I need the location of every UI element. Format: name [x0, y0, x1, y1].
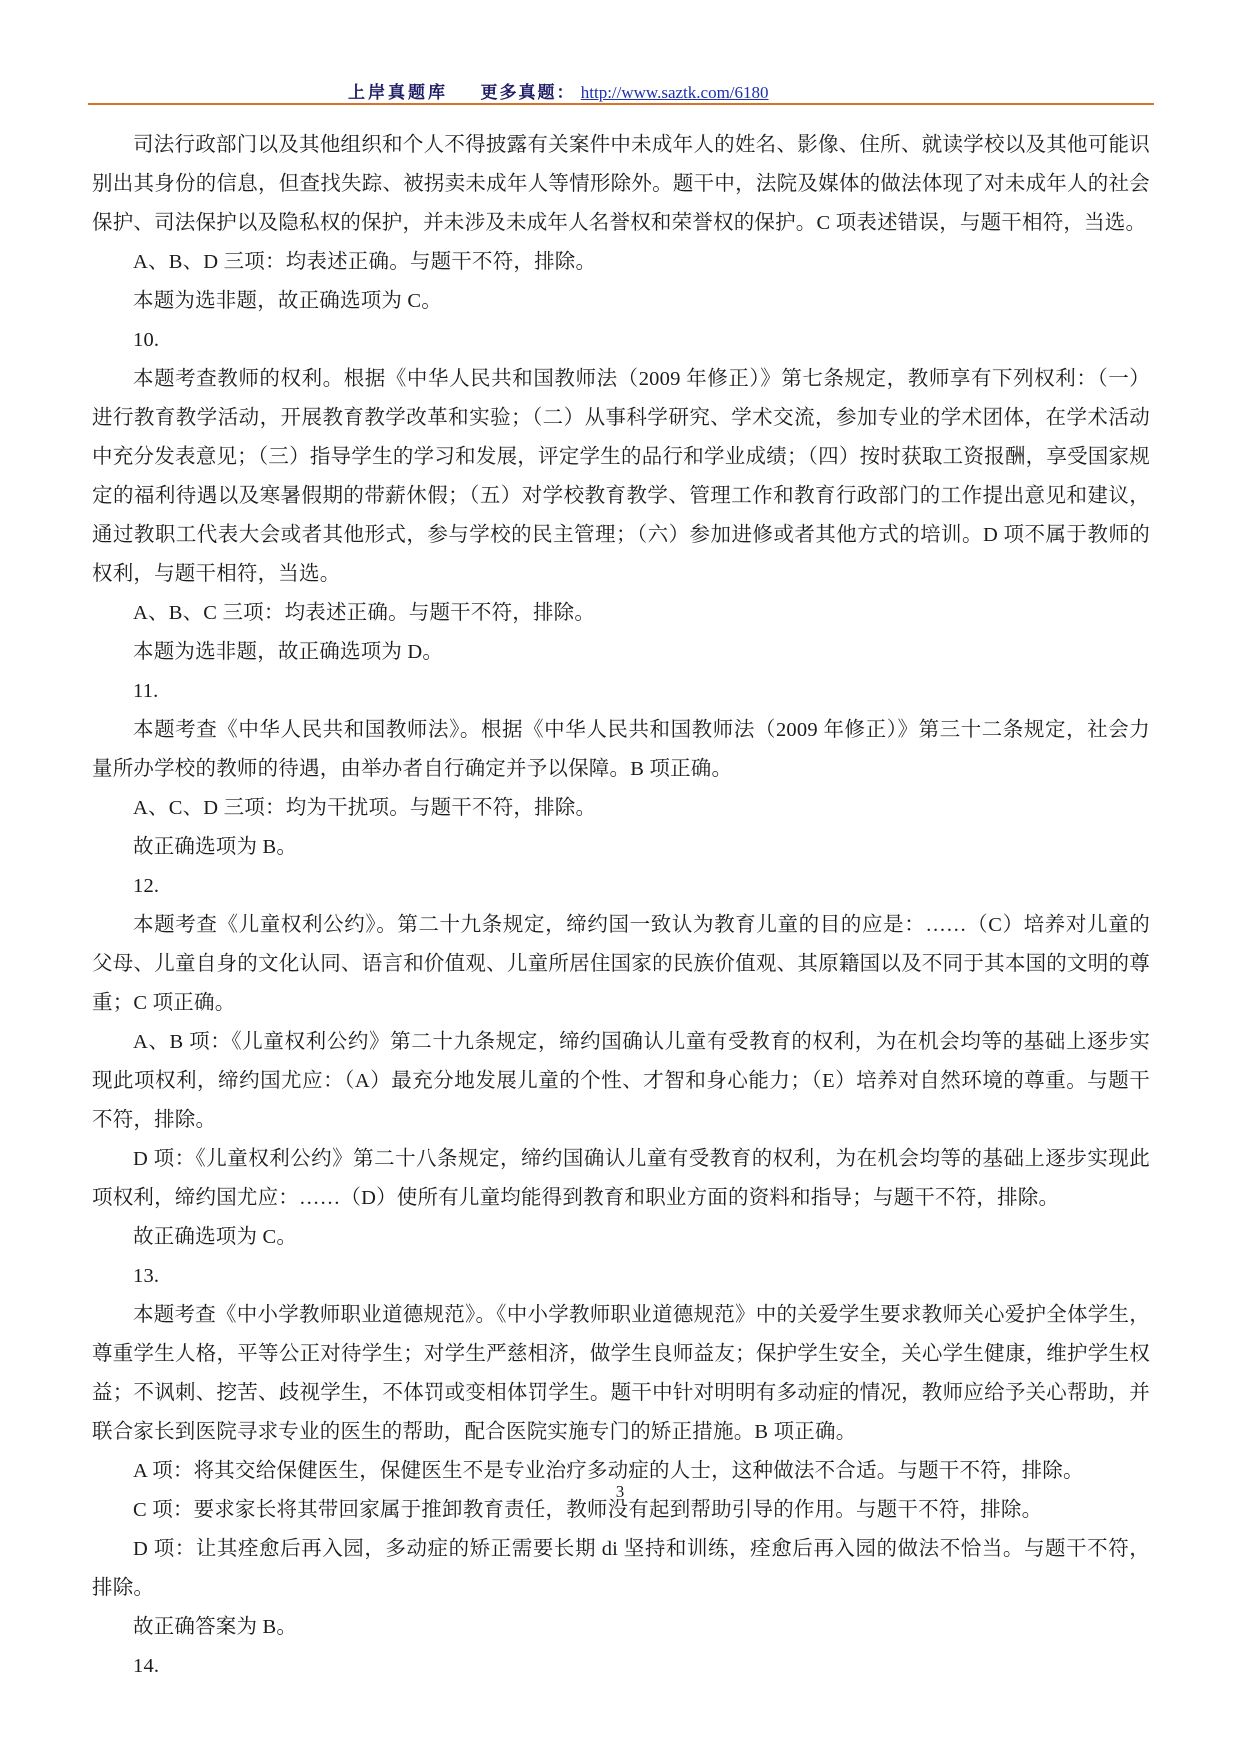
answer-13-option-a: A 项：将其交给保健医生，保健医生不是专业治疗多动症的人士，这种做法不合适。与题干不符，排除。 [133, 1460, 1084, 1482]
site-brand-name: 上岸真题库 [348, 83, 448, 102]
answer-10-explanation: 本题考查教师的权利。根据《中华人民共和国教师法（2009 年修正）》第七条规定，教师享有下列权利：（一）进行教育教学活动，开展教育教学改革和实验；（二）从事科学研究、学术交流，参加专业的学术团体，在学术活动中充分发表意见；（三）指导学生的学习和发展，评定学生的品行和学业成绩；（四）按时获取工资报酬，享受国家规定的福利待遇以及寒暑假期的带薪休假；（五）对学校教育教学、管理工作和教育行政部门的工作提出意见和建议，通过教职工代表大会或者其他形式，参与学校的民主管理；（六）参加进修或者其他方式的培训。D 项不属于教师的权利，与题干相符，当选。 [92, 368, 1150, 585]
answer-12-option-ab: A、B 项：《儿童权利公约》第二十九条规定，缔约国确认儿童有受教育的权利，为在机会均等的基础上逐步实现此项权利，缔约国尤应：（A）最充分地发展儿童的个性、才智和身心能力；（E）培养对自然环境的尊重。与题干不符，排除。 [92, 1031, 1150, 1131]
header-watermark [348, 78, 1008, 103]
document-body [92, 126, 1150, 1686]
header-source-url[interactable]: http://www.saztk.com/6180 [580, 83, 769, 102]
answer-11-distractors: A、C、D 三项：均为干扰项。与题干不符，排除。 [133, 797, 597, 819]
answer-9-distractors: A、B、D 三项：均表述正确。与题干不符，排除。 [133, 251, 597, 273]
answer-9-explanation: 司法行政部门以及其他组织和个人不得披露有关案件中未成年人的姓名、影像、住所、就读学校以及其他可能识别出其身份的信息，但查找失踪、被拐卖未成年人等情形除外。题干中，法院及媒体的做法体现了对未成年人的社会保护、司法保护以及隐私权的保护，并未涉及未成年人名誉权和荣誉权的保护。C 项表述错误，与题干相符，当选。 [92, 134, 1150, 234]
answer-13-option-c: C 项：要求家长将其带回家属于推卸教育责任，教师没有起到帮助引导的作用。与题干不符，排除。 [133, 1499, 1043, 1521]
question-number-13: 13. [133, 1265, 160, 1287]
question-number-11: 11. [133, 680, 159, 702]
answer-11-conclusion: 故正确选项为 B。 [133, 836, 298, 858]
question-number-14: 14. [133, 1655, 160, 1677]
answer-12-conclusion: 故正确选项为 C。 [133, 1226, 298, 1248]
answer-13-option-d: D 项：让其痊愈后再入园，多动症的矫正需要长期 di 坚持和训练，痊愈后再入园的做法不恰当。与题干不符，排除。 [92, 1538, 1150, 1599]
header-divider-rule [88, 103, 1154, 105]
answer-11-explanation: 本题考查《中华人民共和国教师法》。根据《中华人民共和国教师法（2009 年修正）》第三十二条规定，社会力量所办学校的教师的待遇，由举办者自行确定并予以保障。B 项正确。 [92, 719, 1150, 780]
answer-10-distractors: A、B、C 三项：均表述正确。与题干不符，排除。 [133, 602, 596, 624]
page-number: 3 [615, 1482, 625, 1501]
answer-13-explanation: 本题考查《中小学教师职业道德规范》。《中小学教师职业道德规范》中的关爱学生要求教师关心爱护全体学生，尊重学生人格，平等公正对待学生；对学生严慈相济，做学生良师益友；保护学生安全，关心学生健康，维护学生权益；不讽刺、挖苦、歧视学生，不体罚或变相体罚学生。题干中针对明明有多动症的情况，教师应给予关心帮助，并联合家长到医院寻求专业的医生的帮助，配合医院实施专门的矫正措施。B 项正确。 [92, 1304, 1150, 1443]
answer-12-explanation: 本题考查《儿童权利公约》。第二十九条规定，缔约国一致认为教育儿童的目的应是：……（C）培养对儿童的父母、儿童自身的文化认同、语言和价值观、儿童所居住国家的民族价值观、其原籍国以及不同于其本国的文明的尊重；C 项正确。 [92, 914, 1150, 1014]
page-header [0, 0, 1240, 112]
answer-10-conclusion: 本题为选非题，故正确选项为 D。 [133, 641, 444, 663]
question-number-10: 10. [133, 329, 160, 351]
answer-9-conclusion: 本题为选非题，故正确选项为 C。 [133, 290, 442, 312]
answer-12-option-d: D 项：《儿童权利公约》第二十八条规定，缔约国确认儿童有受教育的权利，为在机会均等的基础上逐步实现此项权利，缔约国尤应：……（D）使所有儿童均能得到教育和职业方面的资料和指导；与题干不符，排除。 [92, 1148, 1150, 1209]
answer-13-conclusion: 故正确答案为 B。 [133, 1616, 298, 1638]
question-number-12: 12. [133, 875, 160, 897]
header-more-label: 更多真题： [480, 83, 576, 102]
